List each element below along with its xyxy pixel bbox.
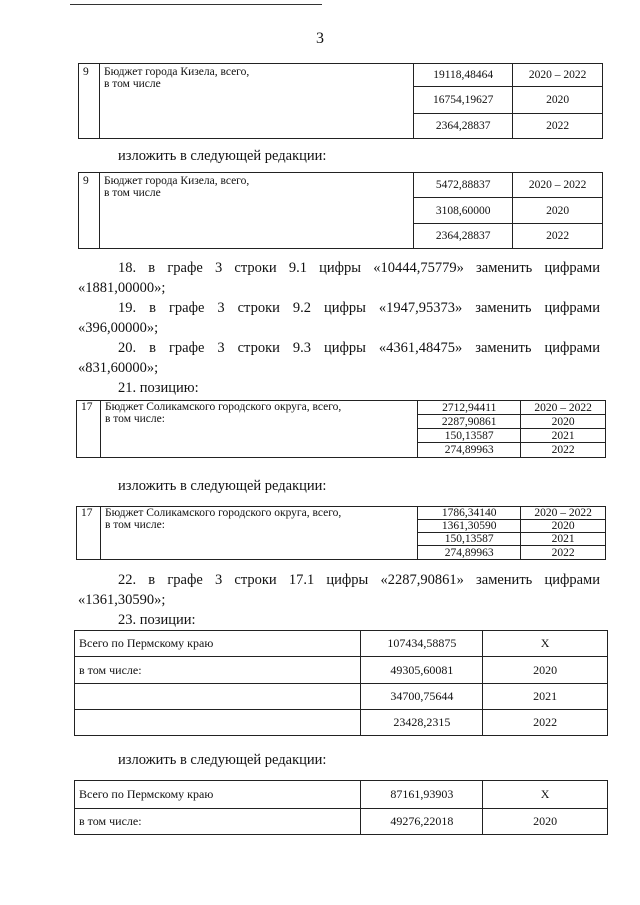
top-rule	[70, 4, 322, 5]
cell-year: 2022	[521, 443, 606, 458]
table-kizel-old	[78, 63, 603, 139]
cell-year: Х	[483, 631, 608, 657]
row-label	[75, 684, 361, 710]
cell-year: 2021	[521, 429, 606, 443]
cell-value: 2364,28837	[414, 114, 513, 139]
cell-value: 23428,2315	[361, 710, 483, 736]
table-perm-new	[74, 780, 608, 835]
cell-year: 2020	[483, 657, 608, 684]
cell-value: 2712,94411	[418, 401, 521, 415]
cell-year: 2020	[521, 415, 606, 429]
cell-value: 150,13587	[418, 429, 521, 443]
cell-value: 107434,58875	[361, 631, 483, 657]
row-index: 17	[77, 401, 101, 458]
cell-value: 274,89963	[418, 443, 521, 458]
cell-year: 2022	[521, 546, 606, 560]
table-solikamsk-old	[76, 400, 606, 458]
cell-year: 2020 – 2022	[513, 64, 603, 87]
paragraph-19-line1: 19. в графе 3 строки 9.2 цифры «1947,95373» заменить цифрами	[118, 300, 600, 316]
amendment-paragraphs	[78, 258, 600, 398]
row-label: в том числе:	[75, 809, 361, 835]
paragraph-18-line2: «1881,00000»;	[78, 280, 166, 296]
cell-value: 1786,34140	[418, 507, 521, 520]
row-label: в том числе:	[75, 657, 361, 684]
cell-year: 2020 – 2022	[513, 173, 603, 198]
page-number: 3	[316, 30, 324, 47]
row-label: Всего по Пермскому краю	[75, 631, 361, 657]
cell-value: 1361,30590	[418, 520, 521, 533]
section-heading: изложить в следующей редакции:	[118, 478, 327, 494]
cell-value: 49305,60081	[361, 657, 483, 684]
cell-year: 2022	[483, 710, 608, 736]
cell-value: 5472,88837	[414, 173, 513, 198]
cell-year: 2020	[513, 87, 603, 114]
cell-year: 2020	[483, 809, 608, 835]
cell-year: 2021	[521, 533, 606, 546]
section-heading: изложить в следующей редакции:	[118, 752, 327, 768]
cell-year: 2021	[483, 684, 608, 710]
table-solikamsk-new	[76, 506, 606, 560]
row-label	[75, 710, 361, 736]
paragraph-21: 21. позицию:	[118, 380, 199, 396]
cell-value: 3108,60000	[414, 198, 513, 224]
cell-year: 2020	[513, 198, 603, 224]
paragraph-23: 23. позиции:	[118, 612, 196, 628]
cell-value: 49276,22018	[361, 809, 483, 835]
table-perm-old	[74, 630, 608, 736]
paragraph-20-line2: «831,60000»;	[78, 360, 159, 376]
section-heading: изложить в следующей редакции:	[118, 148, 327, 164]
cell-year: Х	[483, 781, 608, 809]
paragraph-19-line2: «396,00000»;	[78, 320, 159, 336]
cell-value: 2287,90861	[418, 415, 521, 429]
cell-value: 16754,19627	[414, 87, 513, 114]
cell-value: 150,13587	[418, 533, 521, 546]
cell-year: 2020	[521, 520, 606, 533]
cell-value: 2364,28837	[414, 224, 513, 249]
cell-value: 274,89963	[418, 546, 521, 560]
row-label: Всего по Пермскому краю	[75, 781, 361, 809]
amendment-paragraphs-2	[78, 570, 600, 630]
cell-year: 2022	[513, 224, 603, 249]
cell-year: 2022	[513, 114, 603, 139]
row-name: Бюджет города Кизела, всего, в том числе	[99, 173, 413, 249]
cell-year: 2020 – 2022	[521, 401, 606, 415]
row-name: Бюджет Соликамского городского округа, всего, в том числе:	[100, 507, 417, 560]
paragraph-18-line1: 18. в графе 3 строки 9.1 цифры «10444,75779» заменить цифрами	[118, 260, 600, 276]
cell-year: 2020 – 2022	[521, 507, 606, 520]
paragraph-20-line1: 20. в графе 3 строки 9.3 цифры «4361,48475» заменить цифрами	[118, 340, 600, 356]
cell-value: 34700,75644	[361, 684, 483, 710]
cell-value: 19118,48464	[414, 64, 513, 87]
row-index: 9	[79, 173, 100, 249]
row-index: 17	[77, 507, 101, 560]
table-kizel-new	[78, 172, 603, 249]
cell-value: 87161,93903	[361, 781, 483, 809]
paragraph-22-line1: 22. в графе 3 строки 17.1 цифры «2287,90861» заменить цифрами	[118, 572, 600, 588]
paragraph-22-line2: «1361,30590»;	[78, 592, 166, 608]
row-name: Бюджет Соликамского городского округа, всего, в том числе:	[100, 401, 417, 458]
row-name: Бюджет города Кизела, всего, в том числе	[99, 64, 413, 139]
row-index: 9	[79, 64, 100, 139]
